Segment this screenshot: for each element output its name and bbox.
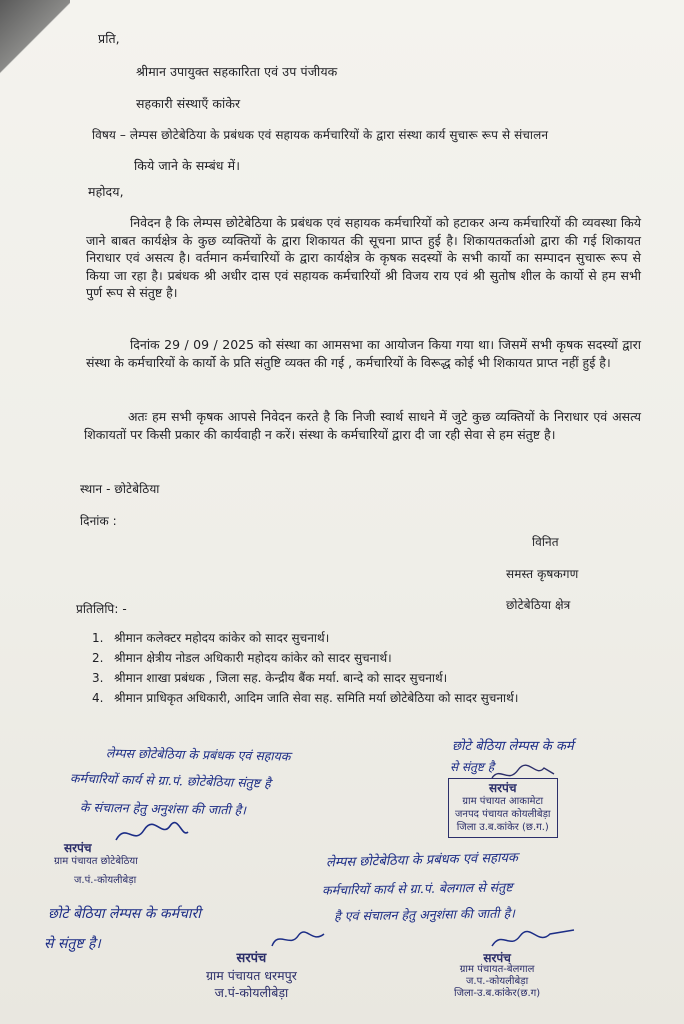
handwritten-note-left-2: कर्मचारियों कार्य से ग्रा.पं. छोटेबेठिया संतुष्ट है: [69, 770, 271, 791]
letter-to: प्रति,: [98, 31, 120, 46]
seal-gram-panchayat-chhotebethiya: सरपंच ग्राम पंचायत छोटेबेठिया ज.पं.-कोयलीबेड़ा: [54, 841, 138, 886]
page-corner-shadow: [0, 0, 70, 110]
closing: विनित: [532, 535, 559, 549]
handwritten-note-right-mid-3: है एवं संचालन हेतु अनुशंसा की जाती है।: [333, 905, 516, 924]
handwritten-note-left-bottom-2: से संतुष्ट है।: [44, 936, 101, 952]
seal-gram-panchayat-akameta: सरपंच ग्राम पंचायत आकामेटा जनपद पंचायत कोयलीबेड़ा जिला उ.ब.कांकेर (छ.ग.): [448, 778, 558, 838]
handwritten-note-right-mid-2: कर्मचारियों कार्य से ग्रा.पं. बेलगाल से संतुष्ट: [321, 879, 513, 898]
cc-item: 1. श्रीमान कलेक्टर महोदय कांकेर को सादर सुचनार्थ।: [92, 631, 330, 645]
signature-mark-4: [488, 926, 578, 954]
handwritten-note-left-1: लेम्पस छोटेबेठिया के प्रबंधक एवं सहायक: [105, 745, 291, 764]
body-paragraph-2: दिनांक 29 / 09 / 2025 को संस्था का आमसभा का आयोजन किया गया था। जिसमें सभी कृषक सदस्यों द्वारा संस्था के कर्मचारियों के कार्यो के प्रति संतुष्टि व्यक्त की गई , कर्मचारियों के विरूद्ध कोई भी शिकायत प्राप्त नहीं हुई है।: [86, 337, 641, 370]
date-line: दिनांक :: [80, 514, 117, 528]
handwritten-note-right-mid-1: लेम्पस छोटेबेठिया के प्रबंधक एवं सहायक: [325, 850, 519, 871]
handwritten-note-right-top-2: से संतुष्ट है: [450, 760, 495, 774]
sender-line-2: छोटेबेठिया क्षेत्र: [506, 598, 571, 612]
addressee-line-1: श्रीमान उपायुक्त सहकारिता एवं उप पंजीयक: [136, 64, 338, 79]
cc-item: 4. श्रीमान प्राधिकृत अधिकारी, आदिम जाति सेवा सह. समिति मर्या छोटेबेठिया को सादर सुचनार्थ।: [92, 691, 519, 705]
signature-mark-3: [268, 926, 328, 952]
handwritten-note-left-bottom-1: छोटे बेठिया लेम्पस के कर्मचारी: [48, 906, 201, 922]
seal-gram-panchayat-belgal: सरपंच ग्राम पंचायत-बेलगाल ज.प.-कोयलीबेड़ा जिला-उ.ब.कांकेर(छ.ग): [454, 951, 541, 999]
body-paragraph-1: निवेदन है कि लेम्पस छोटेबेठिया के प्रबंधक एवं सहायक कर्मचारियों को हटाकर अन्य कर्मचारियों की व्यवस्था किये जाने बाबत कार्यक्षेत्र के कुछ व्यक्तियों के द्वारा शिकायत की सूचना प्राप्त हुई है। शिकायतकर्ताओ द्वारा की गई शिकायत निराधार एवं असत्य है। वर्तमान कर्मचारियों के द्वारा कार्यक्षेत्र के कृषक सदस्यों के सभी कार्यो का सम्पादन सुचारू रूप से किया जा रहा है। प्रबंधक श्री अधीर दास एवं सहायक कर्मचारियों श्री विजय राय एवं श्री सुतोष शील के कार्यो से हम सभी पुर्ण रूप से संतुष्ट है।: [86, 215, 641, 300]
seal-gram-panchayat-dharampur: सरपंच ग्राम पंचायत धरमपुर ज.पं-कोयलीबेड़ा: [206, 951, 297, 1000]
subject-line-1: विषय – लेम्पस छोटेबेठिया के प्रबंधक एवं सहायक कर्मचारियों के द्वारा संस्था कार्य सुचारू रूप से संचालन: [92, 128, 549, 142]
cc-list: [92, 628, 518, 708]
place-line: स्थान - छोटेबेठिया: [80, 482, 160, 496]
cc-item: 2. श्रीमान क्षेत्रीय नोडल अधिकारी महोदय कांकेर को सादर सुचनार्थ।: [92, 651, 392, 665]
cc-label: प्रतिलिपि: -: [76, 602, 127, 616]
subject-line-2: किये जाने के सम्बंध में।: [134, 158, 241, 173]
sender-line-1: समस्त कृषकगण: [506, 567, 579, 581]
salutation: महोदय,: [88, 184, 124, 199]
addressee-line-2: सहकारी संस्थाएँ कांकेर: [136, 96, 241, 111]
handwritten-note-right-top-1: छोटे बेठिया लेम्पस के कर्म: [452, 739, 574, 754]
handwritten-note-left-3: के संचालन हेतु अनुशंसा की जाती है।: [79, 799, 247, 818]
cc-item: 3. श्रीमान शाखा प्रबंधक , जिला सह. केन्द्रीय बैंक मर्या. बान्दे को सादर सुचनार्थ।: [92, 671, 448, 685]
body-paragraph-3: अतः हम सभी कृषक आपसे निवेदन करते है कि निजी स्वार्थ साधने में जुटे कुछ व्यक्तियों के निराधार एवं असत्य शिकायतों पर किसी प्रकार की कार्यवाही न करें। संस्था के कर्मचारियों द्वारा दी जा रही सेवा से हम संतुष्ट है।: [84, 409, 641, 442]
